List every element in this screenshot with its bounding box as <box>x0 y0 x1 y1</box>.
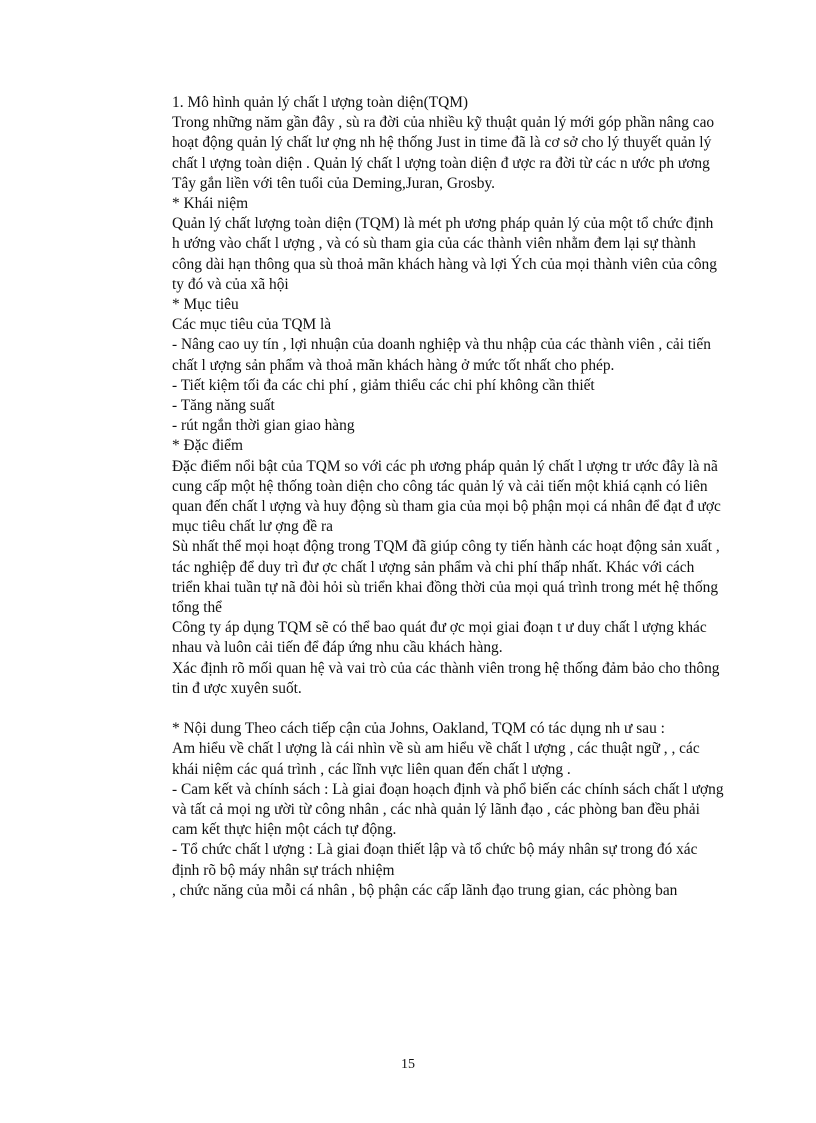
paragraph: - Cam kết và chính sách : Là giai đoạn hoạch định và phổ biến các chính sách chất l ượng và tất cả mọi ng ười từ công nhân , các nhà quản lý lãnh đạo , các phòng ban đều phải cam kết thực hiện một cách tự động. <box>172 780 724 839</box>
paragraph: Công ty áp dụng TQM sẽ có thể bao quát đư ợc mọi giai đoạn t ư duy chất l ượng khác nhau và luôn cải tiến để đáp ứng nhu cầu khách hàng. <box>172 619 707 657</box>
paragraph-gap <box>172 699 724 719</box>
paragraph: Đặc điểm nổi bật của TQM so với các ph ương pháp quản lý chất l ượng tr ước đây là nã cung cấp một hệ thống toàn diện cho công tác quản lý và cải tiến một khiá cạnh có liên quan đến chất l ượng và huy động sù tham gia của mọi bộ phận mọi cá nhân để đạt đ ược mục tiêu chất lư ợng đề ra <box>172 457 721 536</box>
paragraph: - Tổ chức chất l ượng : Là giai đoạn thiết lập và tổ chức bộ máy nhân sự trong đó xác định rõ bộ máy nhân sự trách nhiệm <box>172 841 698 879</box>
paragraph: Quản lý chất lượng toàn diện (TQM) là mét ph ương pháp quản lý của một tổ chức định h ướng vào chất l ượng , và có sù tham gia của các thành viên nhằm đem lại sự thành công dài hạn thông qua sù thoả mãn khách hàng và lợi Ých của mọi thành viên của công ty đó và của xã hội <box>172 215 717 293</box>
paragraph: Xác định rõ mối quan hệ và vai trò của các thành viên trong hệ thống đảm bảo cho thông tin đ ược xuyên suốt. <box>172 659 720 697</box>
paragraph: - Tiết kiệm tối đa các chi phí , giảm thiểu các chi phí không cần thiết <box>172 376 595 394</box>
paragraph: - Tăng năng suất <box>172 397 275 415</box>
paragraph: * Khái niệm <box>172 195 249 213</box>
paragraph: * Đặc điểm <box>172 437 243 455</box>
paragraph: - Nâng cao uy tín , lợi nhuận của doanh nghiệp và thu nhập của các thành viên , cải tiến chất l ượng sản phẩm và thoả mãn khách hàng ở mức tốt nhất cho phép. <box>172 336 711 374</box>
paragraph: * Mục tiêu <box>172 296 239 314</box>
paragraph: Trong những năm gần đây , sù ra đời của nhiều kỹ thuật quản lý mới góp phần nâng cao hoạt động quản lý chất lư ợng nh hệ thống Just in time đã là cơ sở cho lý thuyết quản lý chất l ượng toàn diện . Quản lý chất l ượng toàn diện đ ược ra đời từ các n ước ph ương Tây gắn liền với tên tuổi của Deming,Juran, Grosby. <box>172 114 715 192</box>
page-number: 15 <box>401 1057 415 1072</box>
section-heading: 1. Mô hình quản lý chất l ượng toàn diện(TQM) <box>172 94 469 111</box>
paragraph: - rút ngắn thời gian giao hàng <box>172 417 355 435</box>
paragraph: Các mục tiêu của TQM là <box>172 316 332 334</box>
paragraph: , chức năng của mỗi cá nhân , bộ phận các cấp lãnh đạo trung gian, các phòng ban <box>172 881 678 899</box>
paragraph: * Nội dung Theo cách tiếp cận của Johns, Oakland, TQM có tác dụng nh ư sau : <box>172 720 665 738</box>
paragraph: Sù nhất thể mọi hoạt động trong TQM đã giúp công ty tiến hành các hoạt động sản xuất , tác nghiệp để duy trì đư ợc chất l ượng sản phẩm và chi phí thấp nhất. Khác với cách triển khai tuần tự nã đòi hỏi sù triển khai đồng thời của mọi quá trình trong mét hệ thống tổng thể <box>172 538 720 617</box>
paragraph: Am hiểu về chất l ượng là cái nhìn về sù am hiểu về chất l ượng , các thuật ngữ , , các khái niệm các quá trình , các lĩnh vực liên quan đến chất l ượng . <box>172 740 700 778</box>
page-content <box>172 93 724 901</box>
